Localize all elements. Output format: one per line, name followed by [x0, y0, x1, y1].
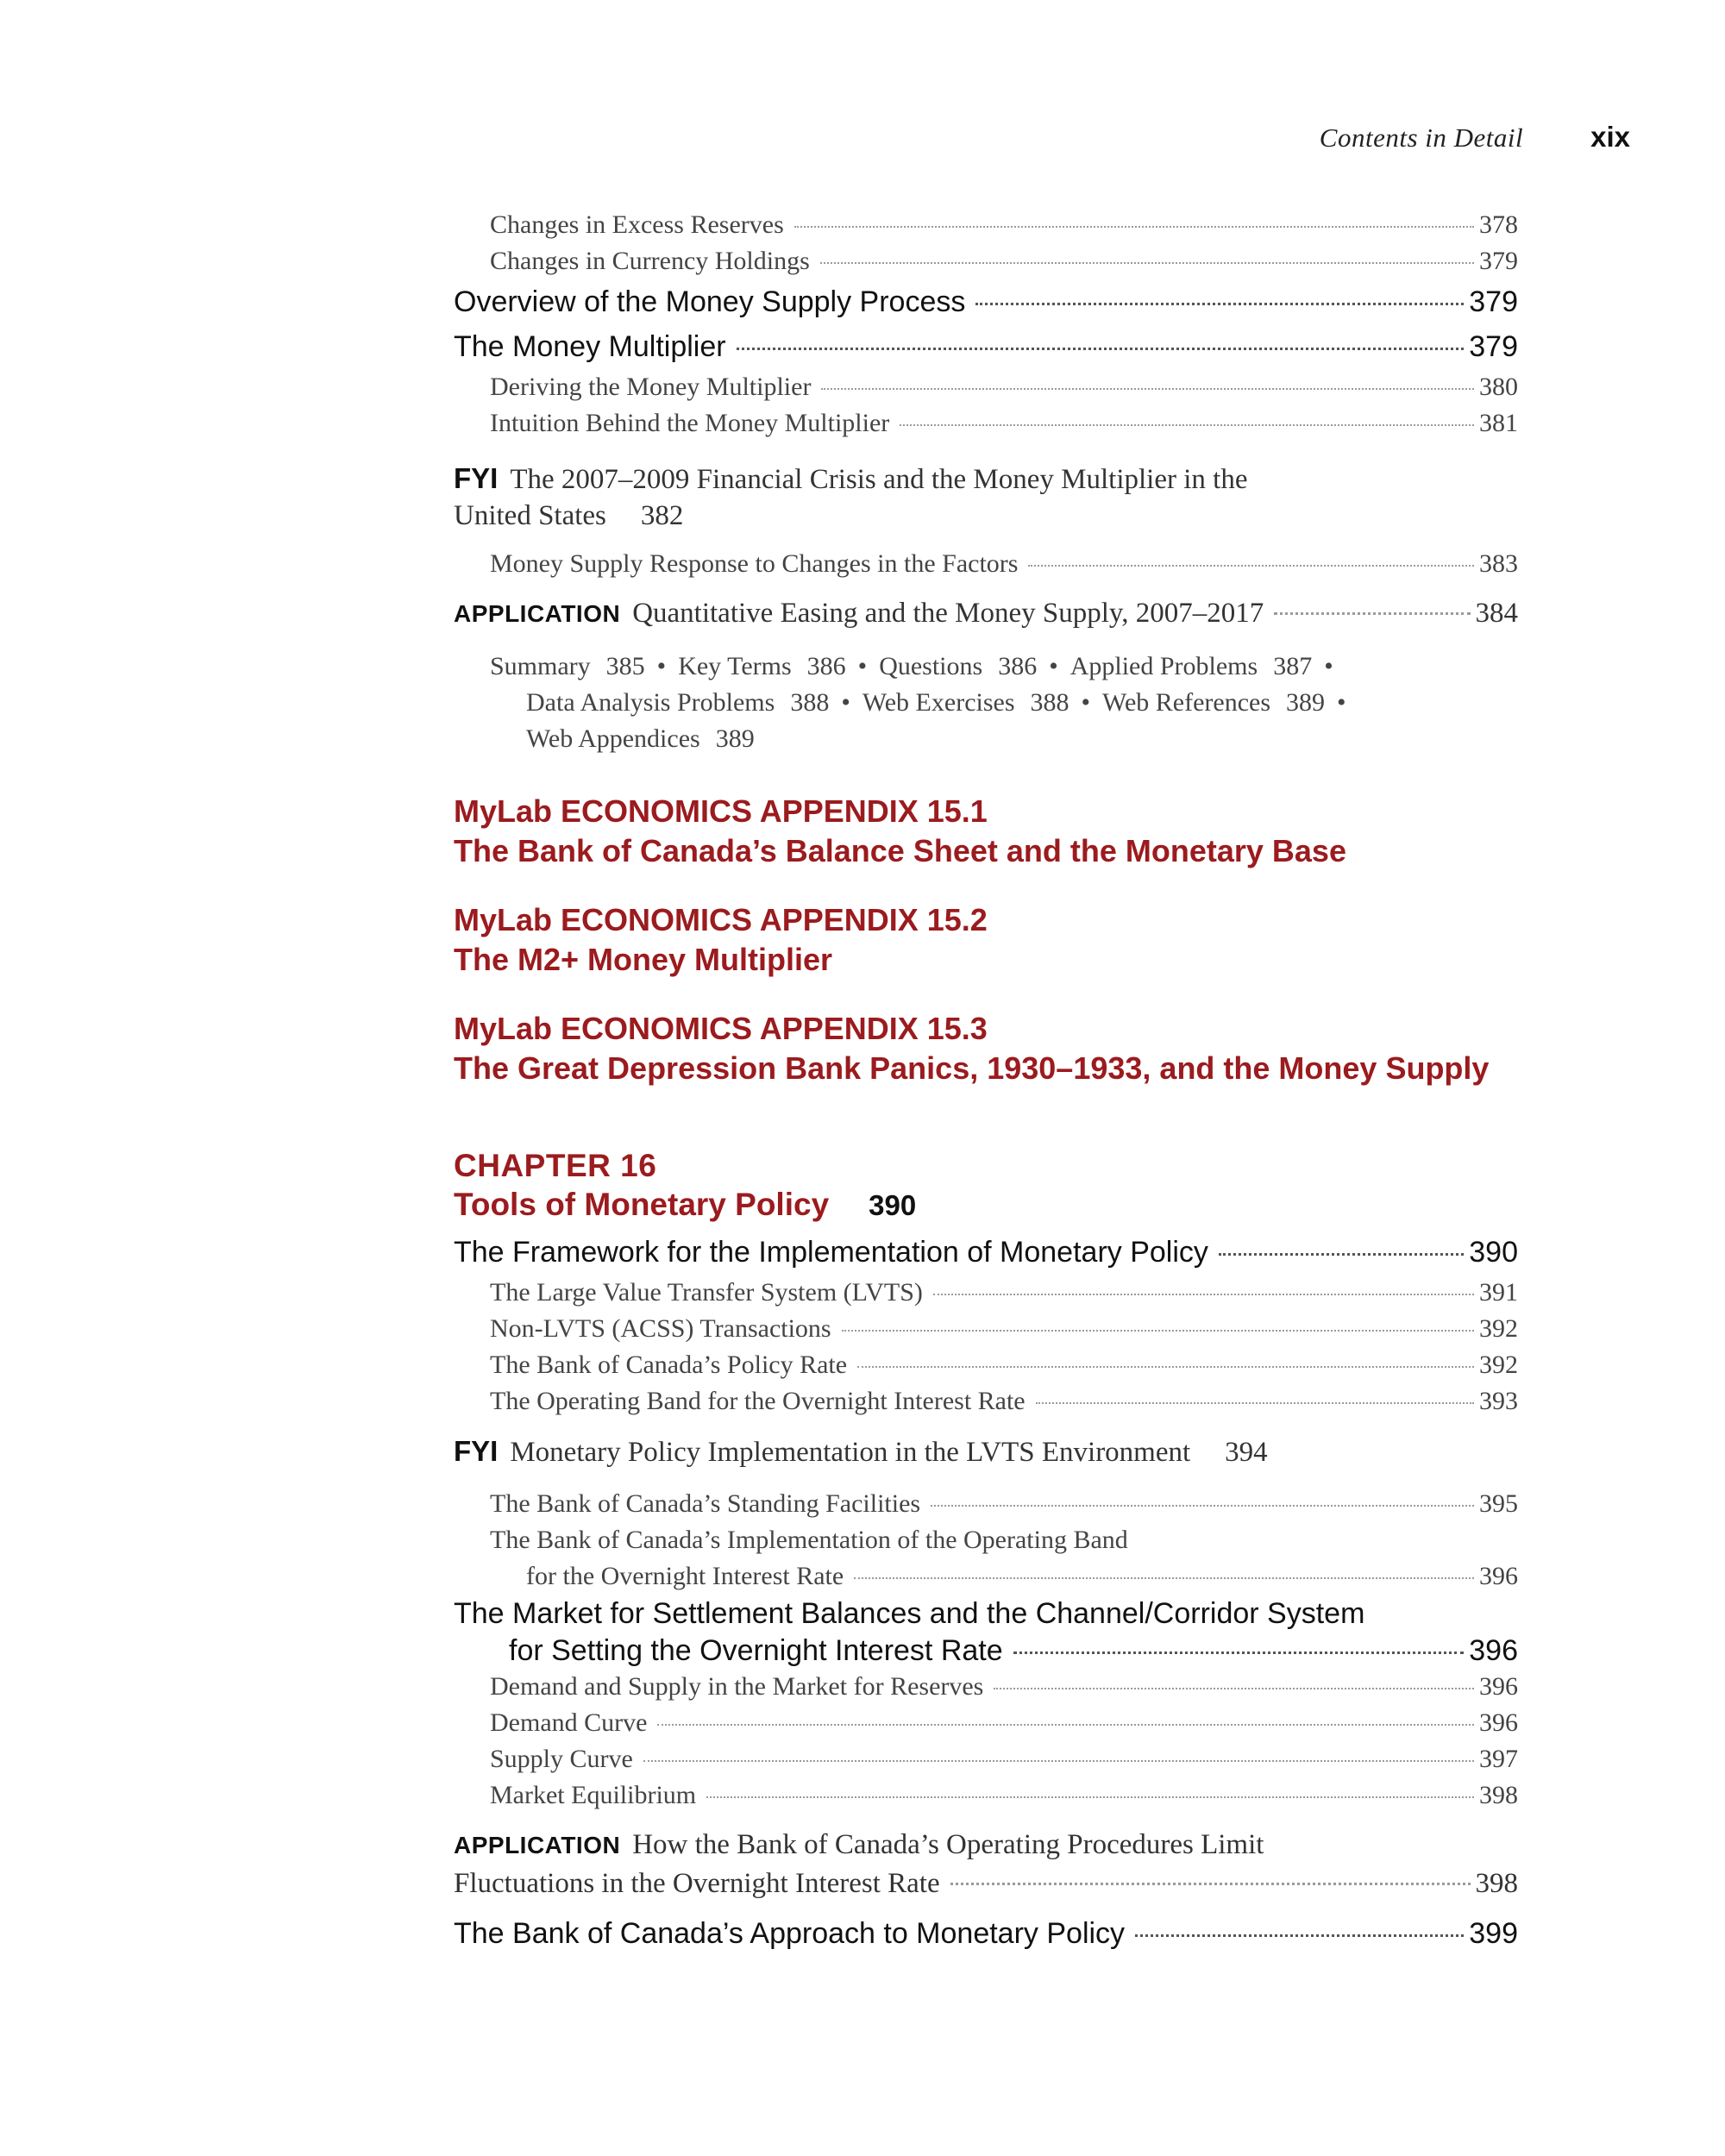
toc-section-page: 390 — [1469, 1236, 1518, 1269]
table-of-contents — [454, 207, 1518, 1956]
fyi-tag: FYI — [454, 1435, 499, 1467]
dot-leader — [931, 1505, 1474, 1507]
toc-entry-page: 396 — [1479, 1708, 1518, 1737]
toc-entry-page: 396 — [1479, 1562, 1518, 1590]
toc-entry[interactable] — [454, 369, 1518, 405]
bullet: • — [1049, 652, 1058, 680]
appendix-entry[interactable] — [454, 900, 1518, 980]
bullet: • — [841, 688, 850, 717]
appendix-label: MyLab ECONOMICS APPENDIX 15.3 — [454, 1011, 988, 1046]
application-entry[interactable] — [454, 1826, 1518, 1902]
toc-entry-label: Money Supply Response to Changes in the Factors — [490, 549, 1019, 578]
toc-entry-label: The Bank of Canada’s Standing Facilities — [490, 1489, 921, 1518]
dot-leader — [1036, 1402, 1474, 1404]
dot-leader — [933, 1294, 1474, 1295]
toc-entry-page: 398 — [1479, 1781, 1518, 1809]
toc-entry-wrapped-first-line[interactable]: The Bank of Canada’s Implementation of the Operating Band — [490, 1526, 1128, 1554]
running-header-title: Contents in Detail — [1319, 122, 1524, 153]
toc-entry-page: 395 — [1479, 1489, 1518, 1518]
toc-entry-page: 392 — [1479, 1351, 1518, 1379]
toc-entry-label: Intuition Behind the Money Multiplier — [490, 409, 890, 437]
toc-entry[interactable] — [454, 243, 1518, 279]
toc-entry[interactable] — [454, 1741, 1518, 1777]
toc-entry-label: The Operating Band for the Overnight Interest Rate — [490, 1387, 1026, 1415]
dot-leader — [820, 262, 1474, 264]
fyi-line — [454, 461, 1346, 498]
application-page: 384 — [1475, 598, 1518, 629]
dot-leader — [1274, 612, 1470, 615]
appendix-title: The Bank of Canada’s Balance Sheet and the Monetary Base — [454, 833, 1346, 868]
dot-leader — [975, 303, 1464, 305]
end-item-page: 385 — [605, 652, 645, 680]
toc-section-wrapped-first-line[interactable]: The Market for Settlement Balances and the Channel/Corridor System — [454, 1597, 1365, 1630]
toc-entry-label: Demand and Supply in the Market for Reserves — [490, 1672, 984, 1701]
appendix-title: The M2+ Money Multiplier — [454, 942, 833, 977]
application-label — [454, 594, 1264, 633]
fyi-title-line1: The 2007–2009 Financial Crisis and the Money Multiplier in the — [510, 464, 1248, 495]
toc-entry[interactable] — [454, 1486, 1518, 1522]
toc-section-entry[interactable] — [454, 1911, 1518, 1956]
fyi-title: Monetary Policy Implementation in the LVTS Environment — [510, 1437, 1191, 1468]
dot-leader — [657, 1724, 1474, 1726]
toc-entry-label: Supply Curve — [490, 1745, 633, 1773]
toc-entry[interactable] — [454, 1669, 1518, 1705]
toc-entry-label: The Bank of Canada’s Policy Rate — [490, 1351, 848, 1379]
chapter-heading[interactable] — [454, 1145, 1518, 1230]
toc-entry-page: 381 — [1479, 409, 1518, 437]
appendix-entry[interactable] — [454, 792, 1518, 871]
bullet: • — [1324, 652, 1333, 680]
toc-entry-page: 396 — [1479, 1672, 1518, 1701]
dot-leader — [1013, 1651, 1465, 1654]
chapter-label: CHAPTER 16 — [454, 1148, 657, 1183]
dot-leader — [737, 348, 1465, 350]
end-item-data-analysis[interactable]: Data Analysis Problems — [526, 688, 775, 717]
toc-entry-page: 393 — [1479, 1387, 1518, 1415]
end-matter-row — [490, 649, 1518, 685]
toc-section-page: 379 — [1469, 330, 1518, 363]
toc-entry-page: 391 — [1479, 1278, 1518, 1307]
toc-entry-label: Changes in Currency Holdings — [490, 247, 810, 275]
toc-entry[interactable] — [454, 1347, 1518, 1383]
toc-entry-page: 397 — [1479, 1745, 1518, 1773]
end-matter-row — [490, 721, 1518, 757]
toc-section-page: 379 — [1469, 285, 1518, 318]
toc-entry-page: 378 — [1479, 210, 1518, 239]
end-item-key-terms[interactable]: Key Terms — [678, 652, 792, 680]
running-header — [1164, 121, 1630, 164]
toc-section-label: for Setting the Overnight Interest Rate — [509, 1634, 1003, 1667]
appendix-title: The Great Depression Bank Panics, 1930–1933, and the Money Supply — [454, 1050, 1490, 1086]
end-item-summary[interactable]: Summary — [490, 652, 591, 680]
fyi-page: 382 — [640, 500, 684, 531]
toc-entry[interactable] — [454, 1383, 1518, 1420]
fyi-title-line2: United States — [454, 500, 606, 531]
toc-entry[interactable] — [454, 1705, 1518, 1741]
appendix-label: MyLab ECONOMICS APPENDIX 15.2 — [454, 902, 988, 937]
application-tag: APPLICATION — [454, 600, 621, 627]
toc-entry-page: 392 — [1479, 1314, 1518, 1343]
appendix-entry[interactable] — [454, 1009, 1518, 1088]
toc-section-label: The Money Multiplier — [454, 330, 726, 363]
dot-leader — [857, 1366, 1474, 1368]
toc-entry-label: Market Equilibrium — [490, 1781, 697, 1809]
end-matter-row — [490, 685, 1518, 721]
fyi-entry[interactable] — [454, 1433, 1518, 1470]
toc-section-entry[interactable] — [454, 1633, 1518, 1669]
toc-section-page: 399 — [1469, 1917, 1518, 1950]
toc-entry[interactable] — [454, 405, 1518, 442]
fyi-page: 394 — [1225, 1437, 1268, 1468]
toc-section-entry[interactable] — [454, 324, 1518, 369]
end-item-page: 387 — [1273, 652, 1313, 680]
end-item-page: 388 — [790, 688, 830, 717]
application-entry[interactable] — [454, 594, 1518, 633]
toc-entry[interactable] — [454, 207, 1518, 243]
toc-entry-label: Non-LVTS (ACSS) Transactions — [490, 1314, 831, 1343]
dot-leader — [950, 1883, 1471, 1885]
appendix-label: MyLab ECONOMICS APPENDIX 15.1 — [454, 793, 988, 829]
bullet: • — [1081, 688, 1091, 717]
application-tag: APPLICATION — [454, 1832, 621, 1858]
dot-leader — [706, 1796, 1474, 1798]
toc-entry[interactable] — [454, 1275, 1518, 1311]
end-of-chapter-list — [454, 649, 1518, 757]
application-title-line2: Fluctuations in the Overnight Interest Rate — [454, 1868, 940, 1899]
toc-entry[interactable] — [454, 1777, 1518, 1814]
dot-leader — [821, 388, 1474, 390]
end-item-questions[interactable]: Questions — [879, 652, 983, 680]
dot-leader — [1028, 565, 1474, 567]
chapter-title-row — [454, 1187, 1518, 1230]
toc-entry-label: Changes in Excess Reserves — [490, 210, 784, 239]
toc-section-entry[interactable] — [454, 279, 1518, 324]
toc-entry-page: 380 — [1479, 373, 1518, 401]
toc-entry[interactable] — [454, 1558, 1518, 1595]
end-item-page: 389 — [1286, 688, 1326, 717]
toc-section-page: 396 — [1469, 1634, 1518, 1667]
fyi-tag: FYI — [454, 462, 499, 494]
dot-leader — [994, 1688, 1474, 1689]
chapter-page: 390 — [869, 1189, 917, 1221]
dot-leader — [900, 424, 1474, 426]
chapter-title: Tools of Monetary Policy — [454, 1187, 830, 1222]
bullet: • — [857, 652, 868, 680]
end-item-page: 389 — [715, 724, 755, 753]
application-page: 398 — [1475, 1868, 1518, 1899]
application-title: Quantitative Easing and the Money Supply, 2007–2017 — [632, 598, 1264, 629]
application-title-line1: How the Bank of Canada’s Operating Procedures Limit — [632, 1829, 1264, 1860]
end-item-page: 388 — [1030, 688, 1070, 717]
toc-section-label: Overview of the Money Supply Process — [454, 285, 966, 318]
toc-entry-label: Demand Curve — [490, 1708, 648, 1737]
toc-section-label: The Framework for the Implementation of Monetary Policy — [454, 1236, 1208, 1269]
bullet: • — [1337, 688, 1346, 717]
end-item-web-exercises[interactable]: Web Exercises — [862, 688, 1015, 717]
toc-entry[interactable] — [454, 1311, 1518, 1347]
dot-leader — [1135, 1934, 1464, 1937]
end-item-page: 386 — [806, 652, 846, 680]
toc-entry-page: 379 — [1479, 247, 1518, 275]
dot-leader — [1219, 1253, 1464, 1256]
dot-leader — [842, 1330, 1474, 1332]
page-number: xix — [1590, 121, 1630, 153]
fyi-entry[interactable] — [454, 461, 1518, 534]
toc-entry[interactable] — [454, 546, 1518, 582]
fyi-line — [454, 498, 1346, 534]
application-line — [454, 1826, 1518, 1865]
bullet: • — [656, 652, 667, 680]
dot-leader — [854, 1577, 1474, 1579]
toc-entry-page: 383 — [1479, 549, 1518, 578]
end-item-web-appendices[interactable]: Web Appendices — [526, 724, 700, 753]
end-item-page: 386 — [998, 652, 1038, 680]
toc-section-label: The Bank of Canada’s Approach to Monetary Policy — [454, 1917, 1126, 1950]
toc-entry-label: Deriving the Money Multiplier — [490, 373, 812, 401]
dot-leader — [794, 226, 1474, 228]
end-item-web-references[interactable]: Web References — [1102, 688, 1271, 717]
toc-entry-label: for the Overnight Interest Rate — [526, 1562, 844, 1590]
application-line — [454, 1865, 1518, 1902]
toc-section-entry[interactable] — [454, 1230, 1518, 1275]
toc-entry-label: The Large Value Transfer System (LVTS) — [490, 1278, 923, 1307]
dot-leader — [643, 1760, 1474, 1762]
end-item-applied-problems[interactable]: Applied Problems — [1070, 652, 1258, 680]
